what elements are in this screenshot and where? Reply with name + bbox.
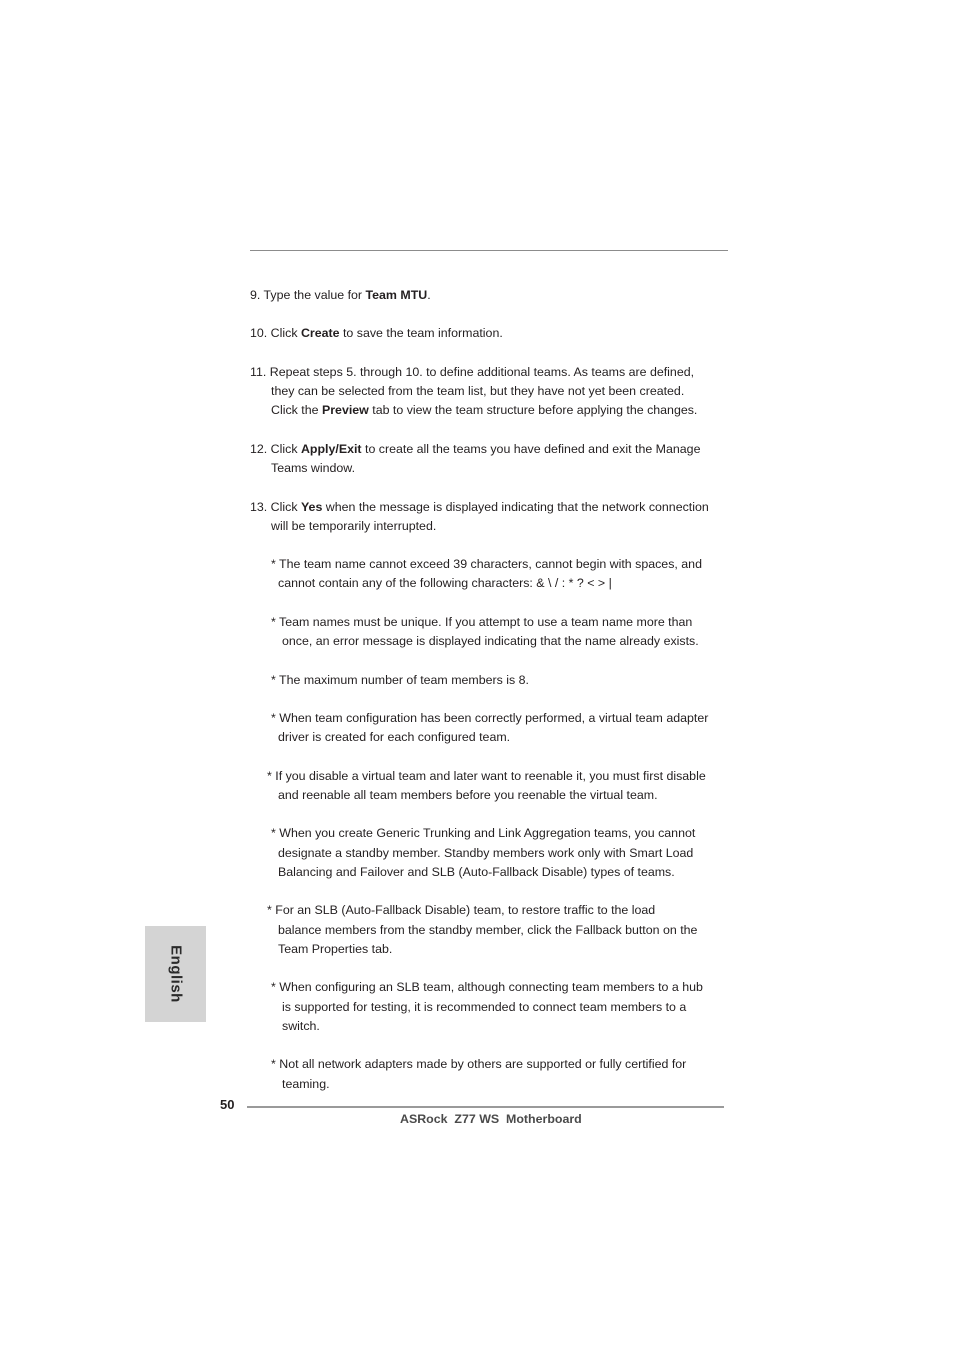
footer-product-name: ASRock Z77 WS Motherboard [400,1112,582,1126]
note-5-line-1: * If you disable a virtual team and later want to reenable it, you must first disable [267,769,706,783]
step-12-line-1: 12. Click Apply/Exit to create all the teams you have defined and exit the Manage [250,442,701,456]
note-1-line-1: * The team name cannot exceed 39 characters, cannot begin with spaces, and [271,557,702,571]
note-6-line-1: * When you create Generic Trunking and Link Aggregation teams, you cannot [271,826,696,840]
step-10: 10. Click Create to save the team information. [250,326,503,340]
note-7-line-2: balance members from the standby member, click the Fallback button on the [278,923,698,937]
step-12-line-2: Teams window. [271,461,356,475]
step-13-line-2: will be temporarily interrupted. [271,519,437,533]
note-8-line-3: switch. [282,1019,320,1033]
language-side-tab [145,926,206,1022]
note-7-line-3: Team Properties tab. [278,942,393,956]
note-1-line-2: cannot contain any of the following characters: & \ / : * ? < > | [278,576,612,590]
step-13-line-1: 13. Click Yes when the message is displayed indicating that the network connection [250,500,709,514]
note-8-line-2: is supported for testing, it is recommended to connect team members to a [282,1000,687,1014]
page-number: 50 [220,1097,235,1112]
note-3-line-1: * The maximum number of team members is 8. [271,673,529,687]
note-6-line-2: designate a standby member. Standby members work only with Smart Load [278,846,694,860]
note-4-line-2: driver is created for each configured team. [278,730,511,744]
language-tab-label: English [167,945,184,1003]
header-divider [250,250,728,251]
note-2-line-1: * Team names must be unique. If you attempt to use a team name more than [271,615,693,629]
step-11-line-2: they can be selected from the team list, but they have not yet been created. [271,384,685,398]
step-11-line-3: Click the Preview tab to view the team structure before applying the changes. [271,403,698,417]
note-9-line-2: teaming. [282,1077,330,1091]
footer-divider [247,1106,724,1108]
note-8-line-1: * When configuring an SLB team, although connecting team members to a hub [271,980,703,994]
note-9-line-1: * Not all network adapters made by others are supported or fully certified for [271,1057,687,1071]
note-2-line-2: once, an error message is displayed indicating that the name already exists. [282,634,699,648]
note-5-line-2: and reenable all team members before you reenable the virtual team. [278,788,658,802]
note-7-line-1: * For an SLB (Auto-Fallback Disable) team, to restore traffic to the load [267,903,656,917]
step-9: 9. Type the value for Team MTU. [250,288,431,302]
note-4-line-1: * When team configuration has been correctly performed, a virtual team adapter [271,711,709,725]
note-6-line-3: Balancing and Failover and SLB (Auto-Fallback Disable) types of teams. [278,865,675,879]
step-11-line-1: 11. Repeat steps 5. through 10. to define additional teams. As teams are defined, [250,365,695,379]
